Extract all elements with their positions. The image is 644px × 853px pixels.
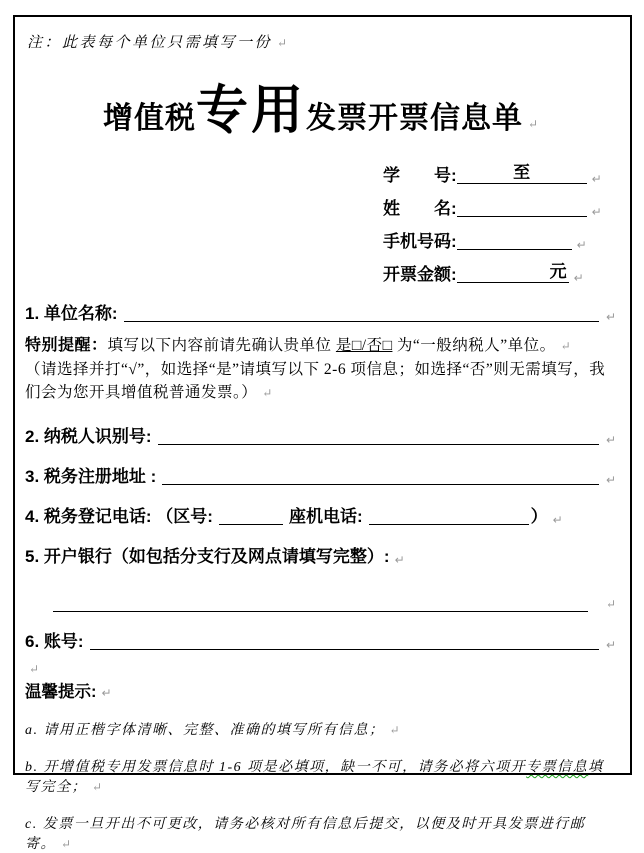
section-6-label: 6. 账号: [25, 632, 84, 651]
area-code-blank[interactable] [219, 511, 283, 525]
section-4-area-code-label: （区号: [156, 507, 213, 526]
mobile-number-blank[interactable] [457, 249, 572, 250]
yes-no-checkboxes[interactable]: 是□/否□ [335, 337, 393, 354]
paragraph-mark-icon: ↵ [101, 686, 112, 700]
tip-a-row [25, 719, 616, 739]
paragraph-mark-icon: ↵ [394, 553, 405, 567]
section-4-tax-phone-row [25, 502, 616, 527]
paragraph-mark-icon: ↵ [277, 36, 288, 50]
section-1-blank[interactable] [124, 308, 599, 322]
student-name-row [383, 186, 616, 219]
paragraph-mark-icon: ↵ [573, 271, 584, 285]
paragraph-mark-icon: ↵ [605, 473, 616, 487]
invoice-amount-row [383, 252, 616, 285]
document-title [25, 68, 616, 143]
title-suffix: 发票开票信息单 [305, 102, 523, 135]
paragraph-mark-icon: ↵ [576, 238, 587, 252]
tip-a-text: a. 请用正楷字体清晰、完整、准确的填写所有信息； [25, 723, 385, 738]
section-5-blank-line-row [25, 597, 616, 612]
section-1-label: 1. 单位名称: [25, 304, 118, 323]
paragraph-mark-icon: ↵ [29, 662, 40, 676]
invoice-amount-blank[interactable]: 元 [457, 262, 569, 283]
section-4-close-paren: ） [530, 507, 548, 526]
tips-title-row [25, 678, 616, 702]
student-id-blank[interactable]: 至 [457, 163, 587, 184]
tip-c-text: c. 发票一旦开出不可更改，请务必核对所有信息后提交，以便及时开具发票进行邮寄。 [25, 817, 586, 852]
special-reminder-note: （请选择并打“√”，如选择“是”请填写以下 2-6 项信息；如选择“否”则无需填写，我们会为您开具增值税普通发票。） [25, 361, 606, 401]
invoice-amount-label: 开票金额: [383, 265, 457, 284]
tip-b-spellcheck-text: 专票信息 [526, 760, 589, 775]
section-4-label: 4. 税务登记电话: [25, 507, 157, 526]
special-reminder-text-after: 为“一般纳税人”单位。 [392, 337, 556, 354]
section-4-landline-label: 座机电话: [288, 507, 363, 526]
section-2-taxpayer-id-row [25, 422, 616, 447]
student-name-label: 姓 名: [383, 199, 457, 218]
section-6-blank[interactable] [90, 636, 599, 650]
document-page-border [13, 15, 632, 852]
paragraph-mark-icon: ↵ [605, 597, 616, 611]
section-3-blank[interactable] [162, 471, 599, 485]
special-reminder-title: 特别提醒： [25, 337, 108, 354]
paragraph-mark-icon: ↵ [389, 723, 400, 737]
title-emphasis: 专用 [195, 83, 306, 140]
tip-b-text-after: 填写完全； [25, 760, 604, 795]
student-info-block [383, 153, 616, 285]
tip-b-text-before: b. 开增值税专用发票信息时 1-6 项是必填项，缺一不可，请务必将六项开 [25, 760, 527, 775]
mobile-number-label: 手机号码: [383, 232, 457, 251]
tip-b-row [25, 756, 616, 796]
section-3-tax-address-row [25, 462, 616, 487]
paragraph-mark-icon: ↵ [591, 205, 602, 219]
paragraph-mark-icon: ↵ [560, 339, 571, 353]
section-2-label: 2. 纳税人识别号: [25, 427, 152, 446]
special-reminder-paragraph [25, 334, 616, 405]
top-note-text: 注：此表每个单位只需填写一份 [27, 35, 273, 51]
paragraph-mark-icon: ↵ [605, 638, 616, 652]
top-note-line [27, 31, 616, 52]
section-5-bank-row [25, 542, 616, 567]
student-id-label: 学 号: [383, 166, 457, 185]
tips-title-text: 温馨提示: [25, 683, 97, 701]
paragraph-mark-icon: ↵ [92, 780, 103, 794]
landline-blank[interactable] [369, 511, 529, 525]
tip-c-row [25, 813, 616, 853]
paragraph-mark-icon: ↵ [605, 433, 616, 447]
section-5-label: 5. 开户银行（如包括分支行及网点请填写完整）: [25, 547, 390, 566]
special-reminder-text-before: 填写以下内容前请先确认贵单位 [107, 337, 336, 354]
paragraph-mark-icon: ↵ [262, 386, 273, 400]
section-1-unit-name-row [25, 299, 616, 324]
title-prefix: 增值税 [102, 102, 196, 135]
student-id-row [383, 153, 616, 186]
section-2-blank[interactable] [158, 431, 599, 445]
student-name-blank[interactable] [457, 216, 587, 217]
paragraph-mark-icon: ↵ [605, 310, 616, 324]
paragraph-mark-icon: ↵ [527, 117, 539, 131]
empty-paragraph [29, 660, 616, 676]
bank-name-blank[interactable] [53, 600, 588, 612]
section-3-label: 3. 税务注册地址 : [25, 467, 157, 486]
section-6-account-row [25, 627, 616, 652]
paragraph-mark-icon: ↵ [591, 172, 602, 186]
mobile-number-row [383, 219, 616, 252]
paragraph-mark-icon: ↵ [61, 837, 72, 851]
paragraph-mark-icon: ↵ [552, 513, 563, 527]
